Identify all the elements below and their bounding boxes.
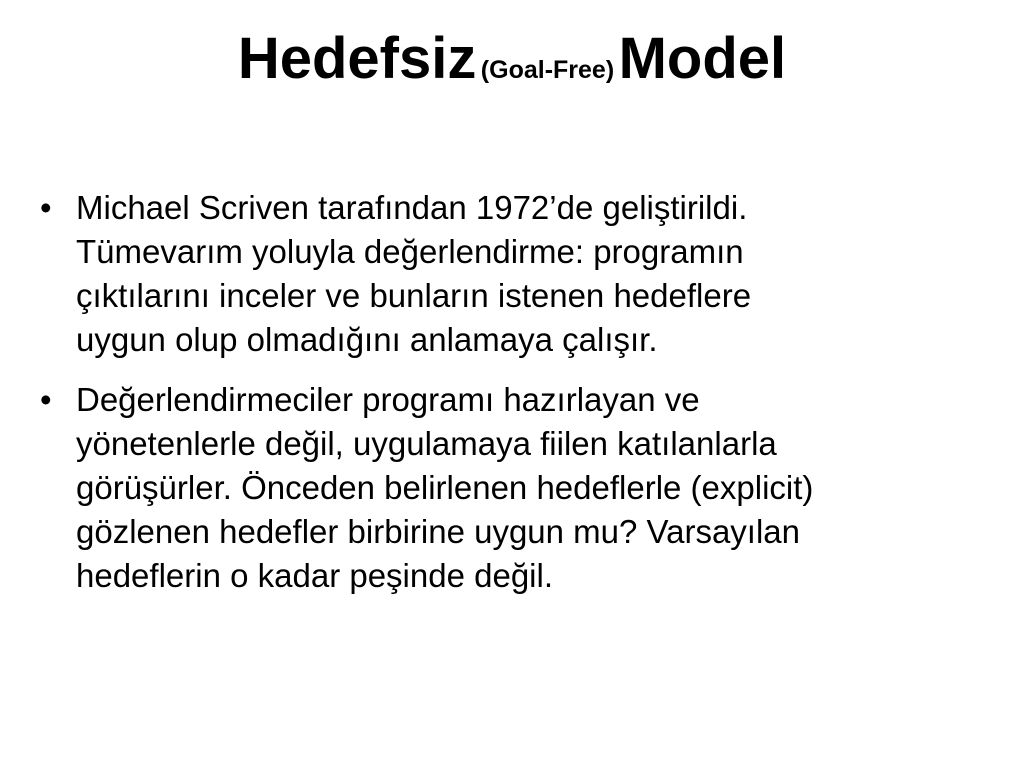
bullet-marker: •	[40, 381, 52, 418]
bullet-line: Değerlendirmeciler programı hazırlayan ve	[76, 381, 700, 418]
bullet-list	[40, 186, 990, 614]
bullet-item	[40, 378, 990, 598]
bullet-marker: •	[40, 189, 52, 226]
slide-title	[0, 26, 1024, 91]
bullet-line: gözlenen hedefler birbirine uygun mu? Varsayılan	[76, 513, 801, 550]
bullet-line: uygun olup olmadığını anlamaya çalışır.	[76, 321, 658, 358]
bullet-line: görüşürler. Önceden belirlenen hedeflerle (explicit)	[76, 469, 814, 506]
bullet-line: çıktılarını inceler ve bunların istenen hedeflere	[76, 277, 752, 314]
bullet-line: Michael Scriven tarafından 1972’de geliştirildi.	[76, 189, 748, 226]
title-model-word: Model	[618, 26, 787, 91]
title-main-word: Hedefsiz	[237, 26, 477, 91]
bullet-item	[40, 186, 990, 362]
bullet-line: Tümevarım yoluyla değerlendirme: programın	[76, 233, 744, 270]
bullet-line: yönetenlerle değil, uygulamaya fiilen katılanlarla	[76, 425, 777, 462]
title-parenthetical: (Goal-Free)	[480, 56, 615, 84]
bullet-line: hedeflerin o kadar peşinde değil.	[76, 557, 554, 594]
